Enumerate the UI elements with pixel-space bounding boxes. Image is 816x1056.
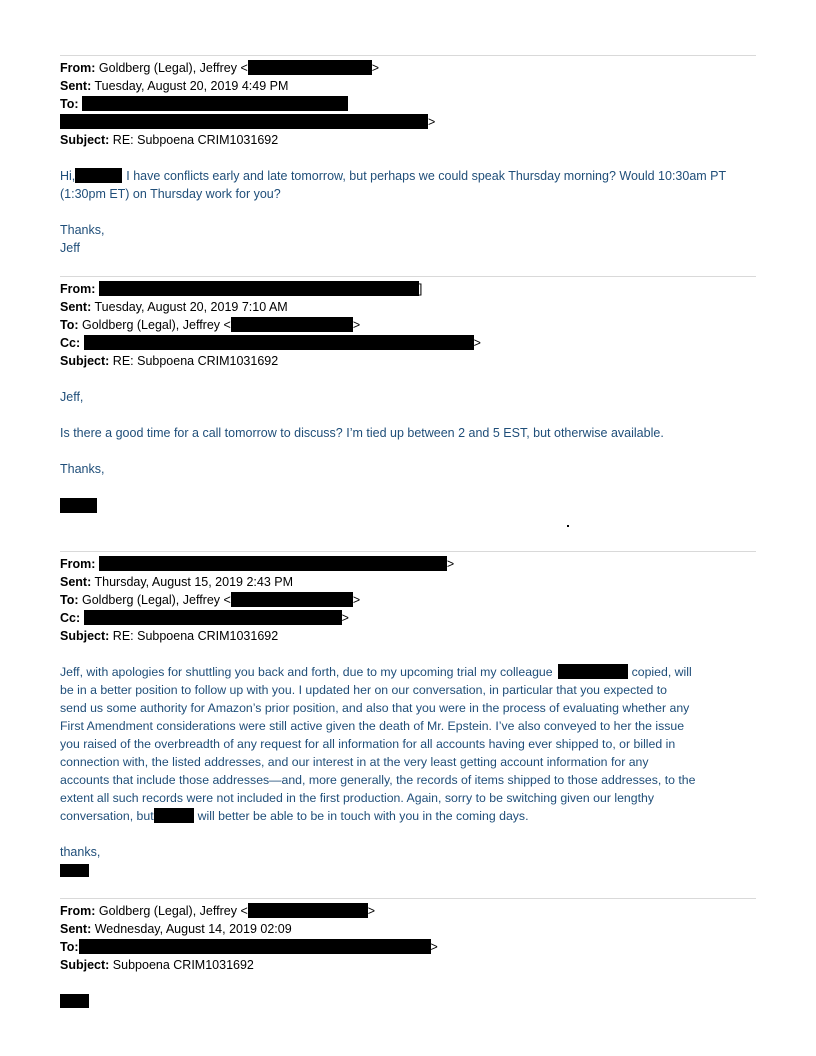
- signature-redaction: [60, 994, 89, 1008]
- stray-dot: [567, 525, 569, 527]
- sent-label: Sent:: [60, 300, 92, 314]
- thanks-line: thanks,: [60, 845, 101, 859]
- redaction: [75, 168, 122, 183]
- from-row: [60, 59, 760, 77]
- gt-symbol: >: [367, 904, 376, 918]
- redaction: [248, 60, 372, 75]
- subject-row: [60, 131, 760, 149]
- sent-label: Sent:: [60, 575, 92, 589]
- from-name: Goldberg (Legal), Jeffrey: [98, 904, 237, 918]
- to-row: [60, 938, 760, 956]
- body-line: be in a better position to follow up with you. I updated her on our conversation, in particular that you expected to: [60, 683, 668, 697]
- subject-label: Subject:: [60, 354, 110, 368]
- sent-label: Sent:: [60, 79, 92, 93]
- gt-symbol: >: [473, 336, 481, 350]
- to-name: Goldberg (Legal), Jeffrey: [82, 318, 221, 332]
- cc-row: [60, 609, 760, 627]
- redaction: [231, 317, 353, 332]
- gt-symbol: >: [428, 115, 436, 129]
- signature-redaction: [60, 498, 97, 513]
- lt-symbol: <: [240, 61, 248, 75]
- subject-label: Subject:: [60, 958, 110, 972]
- from-label: From:: [60, 904, 96, 918]
- separator-rule: [60, 898, 756, 899]
- from-label: From:: [60, 282, 96, 296]
- signature: Jeff: [60, 241, 80, 255]
- separator-rule: [60, 55, 756, 56]
- sent-value: Wednesday, August 14, 2019 02:09: [94, 922, 292, 936]
- redaction: [84, 335, 474, 350]
- subject-label: Subject:: [60, 629, 110, 643]
- subject-row: [60, 627, 760, 645]
- sent-row: [60, 573, 760, 591]
- from-row: [60, 902, 760, 920]
- redaction: [231, 592, 353, 607]
- email3-body: [60, 663, 760, 825]
- from-row: [60, 555, 760, 573]
- sent-label: Sent:: [60, 922, 92, 936]
- separator-rule: [60, 551, 756, 552]
- gt-symbol: >: [371, 61, 380, 75]
- body-line: [60, 663, 760, 681]
- separator-rule: [60, 276, 756, 277]
- redaction: [79, 939, 431, 954]
- signature-redaction: [60, 864, 89, 877]
- salutation: Jeff,: [60, 390, 84, 404]
- cc-label: Cc:: [60, 336, 81, 350]
- to-row-continued: [60, 113, 760, 131]
- sent-value: Thursday, August 15, 2019 2:43 PM: [94, 575, 294, 589]
- body-line: you raised of the overbreadth of any request for all information for all accounts having ever shipped to, or billed in: [60, 737, 676, 751]
- lt-symbol: <: [223, 318, 231, 332]
- body-line: First Amendment considerations were still active given the death of Mr. Epstein. I’ve also conveyed to her the issue: [60, 719, 685, 733]
- sent-value: Tuesday, August 20, 2019 7:10 AM: [94, 300, 288, 314]
- gt-symbol: >: [446, 557, 455, 571]
- to-row: [60, 591, 760, 609]
- sent-row: [60, 920, 760, 938]
- gt-symbol: >: [430, 940, 438, 954]
- body-line: send us some authority for Amazon’s prior position, and also that you were in the process of evaluating whether any: [60, 701, 690, 715]
- to-label: To:: [60, 940, 79, 954]
- body-text: conversation, but: [60, 809, 154, 823]
- lt-symbol: <: [223, 593, 231, 607]
- body-line: extent all such records were not included in the first production. Again, sorry to be switching given our lengthy: [60, 791, 654, 805]
- email4-header: [60, 902, 760, 974]
- gt-symbol: >: [352, 318, 361, 332]
- sent-row: [60, 298, 760, 316]
- redaction: [154, 808, 194, 823]
- redaction: [84, 610, 342, 625]
- email1-body: [60, 167, 760, 203]
- gt-symbol: >: [352, 593, 361, 607]
- subject-row: [60, 352, 760, 370]
- body-text: copied, will: [631, 665, 692, 679]
- body-line: connection with, the listed addresses, and our interest in at the very least getting account information for any: [60, 755, 649, 769]
- cc-row: [60, 334, 760, 352]
- lt-symbol: <: [240, 904, 248, 918]
- redaction: [248, 903, 368, 918]
- subject-label: Subject:: [60, 133, 110, 147]
- email3-header: [60, 555, 760, 645]
- email2-header: [60, 280, 760, 370]
- from-name: Goldberg (Legal), Jeffrey: [98, 61, 237, 75]
- message-text: Is there a good time for a call tomorrow to discuss? I’m tied up between 2 and 5 EST, but otherwise available.: [60, 426, 664, 440]
- from-row: [60, 280, 760, 298]
- subject-value: RE: Subpoena CRIM1031692: [112, 133, 279, 147]
- bracket-symbol: ]: [418, 282, 423, 296]
- body-line: [60, 807, 760, 825]
- sent-row: [60, 77, 760, 95]
- from-label: From:: [60, 557, 96, 571]
- redaction: [558, 664, 628, 679]
- to-row: [60, 95, 760, 113]
- subject-value: Subpoena CRIM1031692: [112, 958, 254, 972]
- to-label: To:: [60, 593, 79, 607]
- thanks-line: Thanks,: [60, 462, 105, 476]
- to-name: Goldberg (Legal), Jeffrey: [82, 593, 221, 607]
- subject-row: [60, 956, 760, 974]
- redaction: [82, 96, 348, 111]
- redaction: [99, 281, 419, 296]
- body-line: accounts that include those addresses—and, more generally, the records of items shipped to those addresses, to the: [60, 773, 696, 787]
- cc-label: Cc:: [60, 611, 81, 625]
- thanks-line: Thanks,: [60, 223, 105, 237]
- from-label: From:: [60, 61, 96, 75]
- to-label: To:: [60, 97, 79, 111]
- message-text: I have conflicts early and late tomorrow, but perhaps we could speak Thursday morning? Would 10:30am PT (1:30pm ET) on Thursday work for you?: [60, 169, 726, 201]
- body-text: will better be able to be in touch with you in the coming days.: [197, 809, 529, 823]
- greeting: Hi,: [60, 169, 76, 183]
- subject-value: RE: Subpoena CRIM1031692: [112, 629, 279, 643]
- email1-header: [60, 59, 760, 149]
- to-row: [60, 316, 760, 334]
- redaction: [60, 114, 428, 129]
- gt-symbol: >: [341, 611, 349, 625]
- subject-value: RE: Subpoena CRIM1031692: [112, 354, 279, 368]
- redaction: [99, 556, 447, 571]
- body-text: Jeff, with apologies for shuttling you back and forth, due to my upcoming trial my colleague: [60, 665, 553, 679]
- sent-value: Tuesday, August 20, 2019 4:49 PM: [94, 79, 289, 93]
- to-label: To:: [60, 318, 79, 332]
